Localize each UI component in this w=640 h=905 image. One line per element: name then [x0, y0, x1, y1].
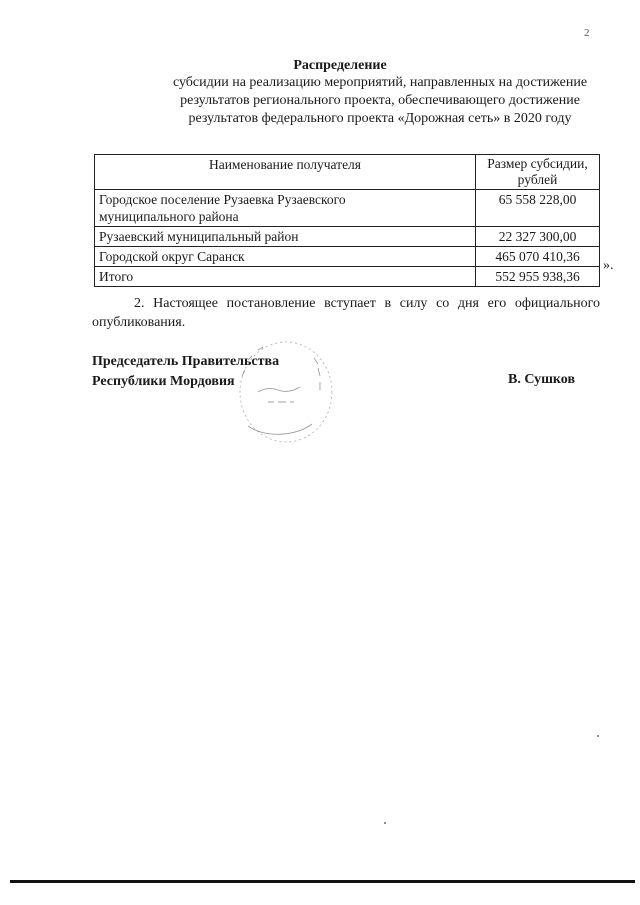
document-subtitle [80, 74, 640, 128]
table-header-row [95, 155, 600, 190]
amount-cell: 465 070 410,36 [476, 247, 600, 267]
recipient-name-line: Городское поселение Рузаевка Рузаевского [99, 192, 346, 207]
table-row [95, 247, 600, 267]
document-title: Распределение [293, 58, 387, 73]
position-line: Председатель Правительства [92, 354, 280, 369]
signatory-name: В. Сушков [508, 372, 576, 387]
amount-cell: 65 558 228,00 [476, 190, 600, 227]
scan-speck [597, 735, 599, 737]
amount-cell: 22 327 300,00 [476, 227, 600, 247]
subtitle-line: субсидии на реализацию мероприятий, направленных на достижение [172, 75, 588, 90]
subsidy-table [94, 154, 600, 287]
amount-header-line: Размер субсидии, [487, 156, 588, 171]
table-row [95, 190, 600, 227]
faint-seal-stamp [228, 318, 338, 448]
amount-column-header [476, 155, 600, 190]
amount-header-line: рублей [517, 172, 558, 187]
effective-date-paragraph: 2. Настоящее постановление вступает в силу со дня его официального опубликования. [92, 296, 600, 330]
table-total-row [95, 267, 600, 287]
recipient-cell: Городской округ Саранск [95, 247, 476, 267]
total-amount-cell: 552 955 938,36 [476, 267, 600, 287]
scan-speck [384, 822, 386, 824]
position-line: Республики Мордовия [92, 374, 235, 389]
recipient-cell [95, 190, 476, 227]
bottom-page-rule [10, 880, 635, 883]
recipient-name-line: муниципального района [99, 209, 239, 224]
recipient-cell: Рузаевский муниципальный район [95, 227, 476, 247]
total-label-cell: Итого [95, 267, 476, 287]
recipient-column-header: Наименование получателя [95, 155, 476, 190]
subtitle-line: результатов федерального проекта «Дорожная сеть» в 2020 году [188, 111, 572, 126]
page-number: 2 [584, 27, 590, 39]
closing-quote-mark: ». [603, 258, 614, 273]
subtitle-line: результатов регионального проекта, обеспечивающего достижение [180, 93, 580, 108]
table-row [95, 227, 600, 247]
